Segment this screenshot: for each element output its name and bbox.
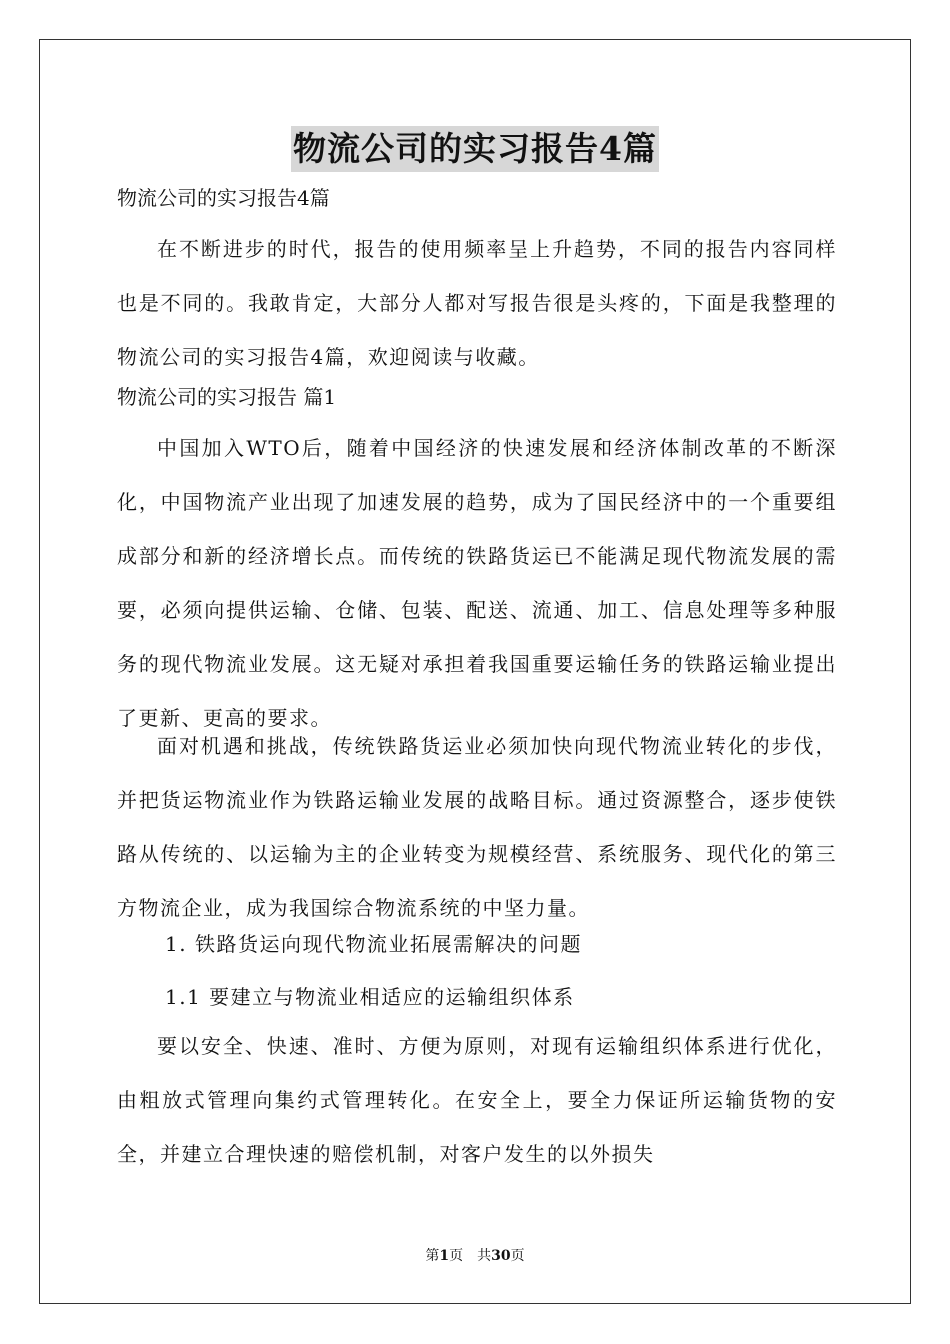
intro-paragraph: 在不断进步的时代，报告的使用频率呈上升趋势，不同的报告内容同样也是不同的。我敢肯定，大部分人都对写报告很是头疼的，下面是我整理的物流公司的实习报告4篇，欢迎阅读与收藏。 bbox=[117, 237, 837, 369]
list-item-1-1: 1.1 要建立与物流业相适应的运输组织体系 bbox=[165, 985, 575, 1009]
page-footer bbox=[0, 1246, 950, 1266]
body-paragraph-3: 要以安全、快速、准时、方便为原则，对现有运输组织体系进行优化，由粗放式管理向集约式管理转化。在安全上，要全力保证所运输货物的安全，并建立合理快速的赔偿机制，对客户发生的以外损失 bbox=[117, 1034, 837, 1166]
body-paragraph-2: 面对机遇和挑战，传统铁路货运业必须加快向现代物流业转化的步伐，并把货运物流业作为铁路运输业发展的战略目标。通过资源整合，逐步使铁路从传统的、以运输为主的企业转变为规模经营、系统服务、现代化的第三方物流企业，成为我国综合物流系统的中坚力量。 bbox=[117, 734, 837, 920]
title-container bbox=[0, 126, 950, 172]
list-item-1: 1. 铁路货运向现代物流业拓展需解决的问题 bbox=[165, 932, 582, 956]
section-heading: 物流公司的实习报告 篇1 bbox=[117, 385, 337, 409]
footer-middle: 页 共 bbox=[449, 1248, 492, 1264]
body-paragraph-1: 中国加入WTO后，随着中国经济的快速发展和经济体制改革的不断深化，中国物流产业出现了加速发展的趋势，成为了国民经济中的一个重要组成部分和新的经济增长点。而传统的铁路货运已不能满足现代物流发展的需要，必须向提供运输、仓储、包装、配送、流通、加工、信息处理等多种服务的现代物流业发展。这无疑对承担着我国重要运输任务的铁路运输业提出了更新、更高的要求。 bbox=[117, 436, 837, 730]
footer-total-pages: 30 bbox=[491, 1248, 511, 1264]
footer-suffix: 页 bbox=[510, 1248, 525, 1264]
document-subtitle: 物流公司的实习报告4篇 bbox=[117, 186, 330, 210]
footer-prefix: 第 bbox=[425, 1248, 440, 1264]
document-title: 物流公司的实习报告4篇 bbox=[291, 126, 659, 172]
footer-page-number: 1 bbox=[439, 1248, 450, 1264]
